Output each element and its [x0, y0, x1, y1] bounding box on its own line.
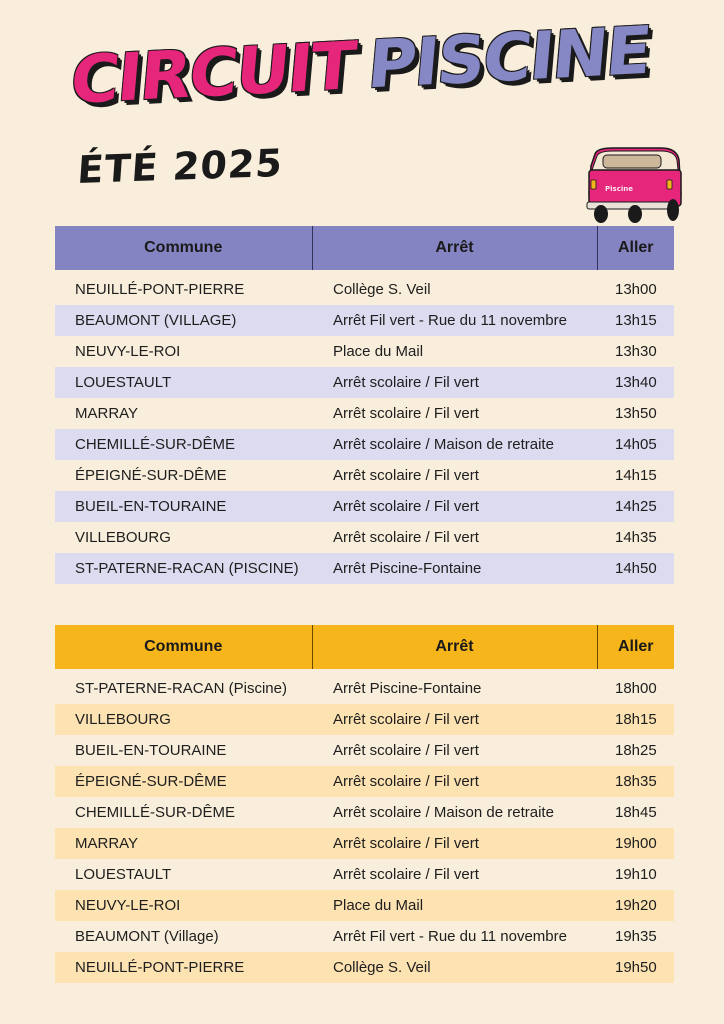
table-header-row	[55, 226, 674, 270]
table-row	[55, 429, 674, 460]
cell-arret: Arrêt scolaire / Fil vert	[333, 498, 479, 515]
table-row	[55, 921, 674, 952]
cell-commune: VILLEBOURG	[75, 529, 171, 546]
cell-aller: 13h00	[615, 281, 657, 298]
header-commune: Commune	[55, 625, 312, 669]
table-row	[55, 336, 674, 367]
table-row	[55, 491, 674, 522]
cell-commune: CHEMILLÉ-SUR-DÊME	[75, 804, 236, 821]
cell-aller: 18h15	[615, 711, 657, 728]
cell-commune: NEUVY-LE-ROI	[75, 897, 181, 914]
cell-aller: 14h25	[615, 498, 657, 515]
cell-arret: Arrêt scolaire / Fil vert	[333, 529, 479, 546]
table-header-row	[55, 625, 674, 669]
table-row	[55, 735, 674, 766]
cell-arret: Arrêt scolaire / Maison de retraite	[333, 804, 554, 821]
schedule-table-return	[55, 625, 674, 983]
cell-aller: 14h35	[615, 529, 657, 546]
cell-commune: BEAUMONT (Village)	[75, 928, 219, 945]
cell-aller: 13h15	[615, 312, 657, 329]
cell-commune: MARRAY	[75, 835, 139, 852]
cell-arret: Arrêt scolaire / Fil vert	[333, 467, 479, 484]
cell-aller: 14h05	[615, 436, 657, 453]
cell-arret: Arrêt scolaire / Maison de retraite	[333, 436, 554, 453]
cell-commune: BUEIL-EN-TOURAINE	[75, 498, 227, 515]
cell-aller: 18h25	[615, 742, 657, 759]
cell-arret: Arrêt scolaire / Fil vert	[333, 835, 479, 852]
header-arret: Arrêt	[312, 625, 597, 669]
table-row	[55, 669, 674, 704]
cell-commune: ST-PATERNE-RACAN (PISCINE)	[75, 560, 299, 577]
cell-arret: Arrêt scolaire / Fil vert	[333, 711, 479, 728]
table-row	[55, 704, 674, 735]
cell-commune: VILLEBOURG	[75, 711, 171, 728]
table-row	[55, 398, 674, 429]
header-aller: Aller	[617, 239, 654, 256]
table-row	[55, 890, 674, 921]
cell-commune: NEUVY-LE-ROI	[75, 343, 181, 360]
table-row	[55, 952, 674, 983]
van-icon	[583, 144, 683, 228]
cell-arret: Collège S. Veil	[333, 959, 431, 976]
cell-commune: LOUESTAULT	[75, 866, 172, 883]
cell-commune: MARRAY	[75, 405, 139, 422]
table-row	[55, 270, 674, 305]
cell-aller: 13h50	[615, 405, 657, 422]
header-commune: Commune	[55, 226, 312, 270]
table-row	[55, 797, 674, 828]
table-row	[55, 305, 674, 336]
cell-commune: ST-PATERNE-RACAN (Piscine)	[75, 680, 287, 697]
table-row	[55, 553, 674, 584]
table-row	[55, 460, 674, 491]
table-row	[55, 367, 674, 398]
cell-commune: BEAUMONT (VILLAGE)	[75, 312, 237, 329]
cell-arret: Arrêt Piscine-Fontaine	[333, 680, 482, 697]
cell-aller: 19h35	[615, 928, 657, 945]
title-block	[67, 11, 668, 198]
cell-aller: 19h00	[615, 835, 657, 852]
cell-aller: 14h50	[615, 560, 657, 577]
cell-arret: Place du Mail	[333, 343, 424, 360]
cell-arret: Arrêt scolaire / Fil vert	[333, 405, 479, 422]
cell-commune: ÉPEIGNÉ-SUR-DÊME	[75, 467, 227, 484]
page-subtitle: ÉTÉ 2025	[76, 140, 285, 192]
cell-arret: Arrêt scolaire / Fil vert	[333, 374, 479, 391]
schedule-table-outbound	[55, 226, 674, 584]
cell-aller: 18h45	[615, 804, 657, 821]
title-word-circuit: CIRCUIT	[67, 27, 358, 119]
cell-arret: Arrêt Piscine-Fontaine	[333, 560, 482, 577]
cell-commune: CHEMILLÉ-SUR-DÊME	[75, 436, 236, 453]
cell-arret: Arrêt Fil vert - Rue du 11 novembre	[333, 928, 567, 945]
cell-aller: 14h15	[615, 467, 657, 484]
table-row	[55, 859, 674, 890]
cell-commune: ÉPEIGNÉ-SUR-DÊME	[75, 773, 227, 790]
cell-commune: NEUILLÉ-PONT-PIERRE	[75, 281, 245, 298]
van-label: Piscine	[605, 185, 633, 193]
cell-arret: Place du Mail	[333, 897, 424, 914]
cell-commune: NEUILLÉ-PONT-PIERRE	[75, 959, 245, 976]
cell-arret: Arrêt Fil vert - Rue du 11 novembre	[333, 312, 567, 329]
table-row	[55, 522, 674, 553]
header-aller: Aller	[617, 638, 654, 655]
cell-aller: 18h00	[615, 680, 657, 697]
table-row	[55, 828, 674, 859]
page-title	[67, 11, 653, 119]
cell-commune: BUEIL-EN-TOURAINE	[75, 742, 227, 759]
cell-arret: Arrêt scolaire / Fil vert	[333, 742, 479, 759]
title-word-piscine: PISCINE	[364, 11, 653, 104]
cell-aller: 19h10	[615, 866, 657, 883]
header-arret: Arrêt	[312, 226, 597, 270]
cell-aller: 13h40	[615, 374, 657, 391]
cell-arret: Arrêt scolaire / Fil vert	[333, 866, 479, 883]
cell-arret: Arrêt scolaire / Fil vert	[333, 773, 479, 790]
table-row	[55, 766, 674, 797]
cell-aller: 19h20	[615, 897, 657, 914]
cell-aller: 18h35	[615, 773, 657, 790]
cell-commune: LOUESTAULT	[75, 374, 172, 391]
cell-aller: 13h30	[615, 343, 657, 360]
cell-arret: Collège S. Veil	[333, 281, 431, 298]
cell-aller: 19h50	[615, 959, 657, 976]
